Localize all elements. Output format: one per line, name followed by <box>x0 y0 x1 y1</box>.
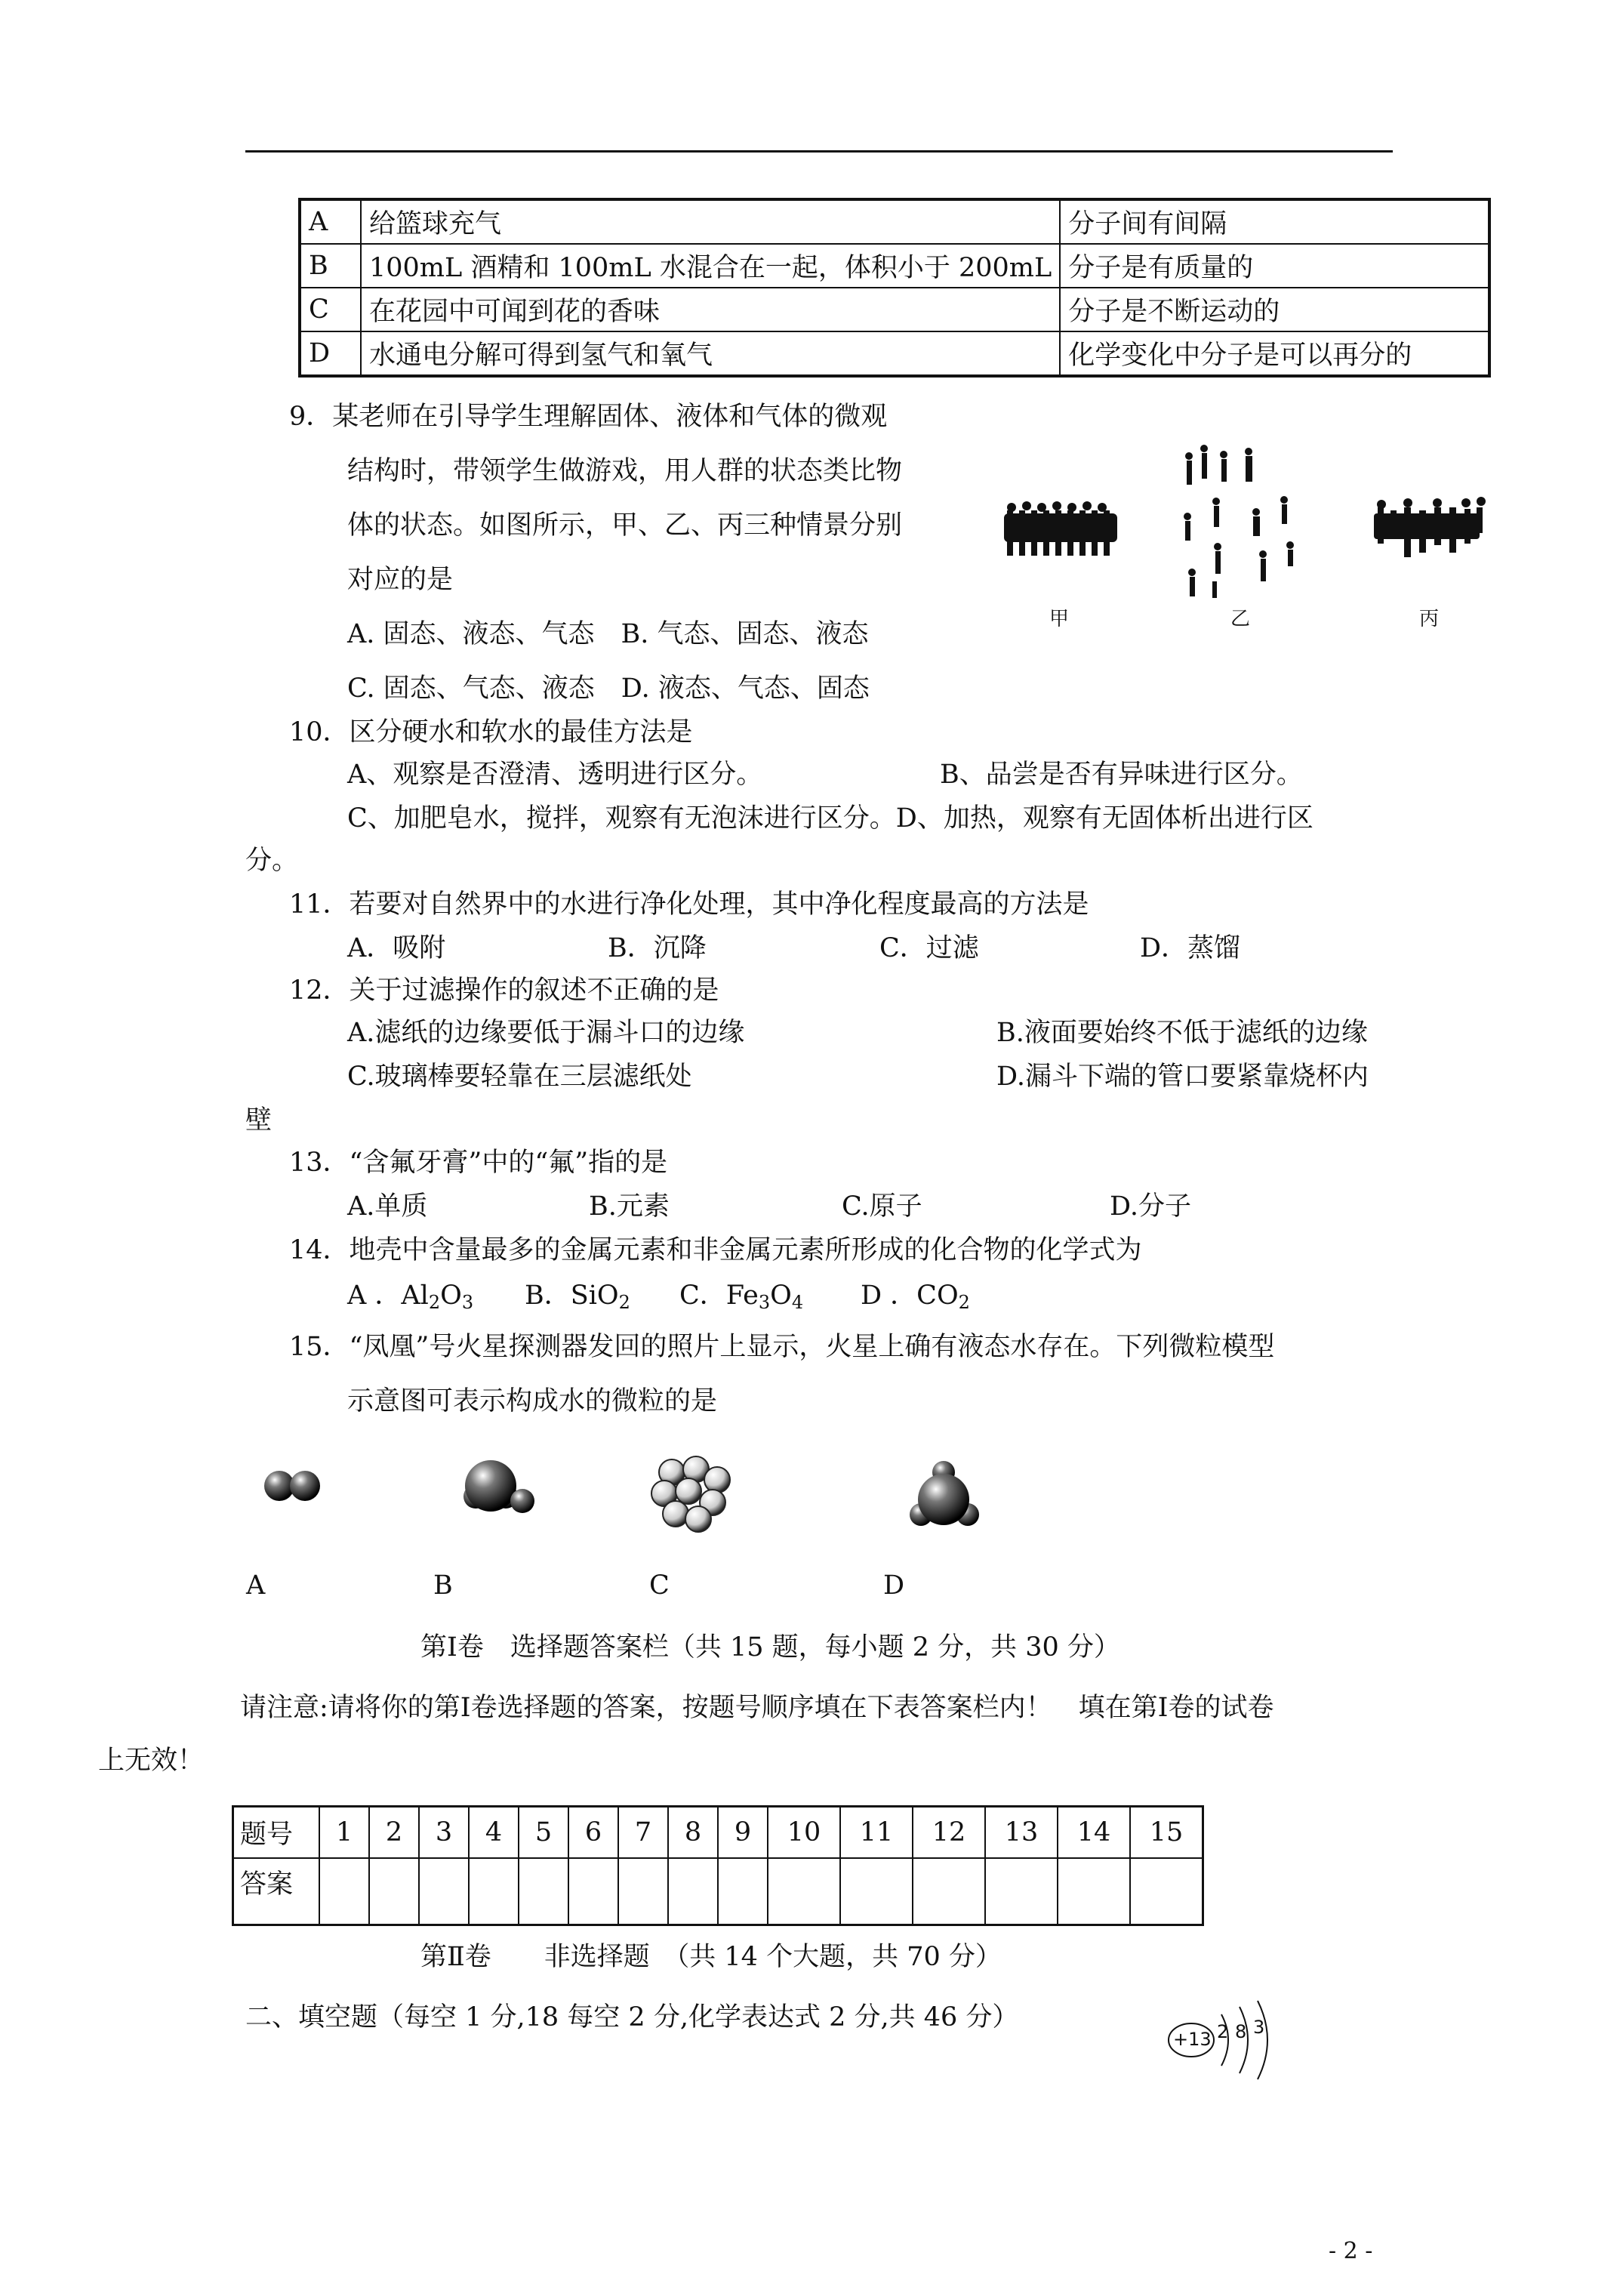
answer-cell[interactable] <box>419 1858 469 1925</box>
row-phenomenon: 100mL 酒精和 100mL 水混合在一起，体积小于 200mL <box>361 244 1060 288</box>
q12-option-a: A.滤纸的边缘要低于漏斗口的边缘 <box>347 1018 745 1048</box>
q14-option-d: D ．$CO_2$ <box>861 1281 970 1313</box>
question-number: 9 <box>718 1807 768 1859</box>
question-number: 3 <box>419 1807 469 1859</box>
q9-stem-2: 结构时，带领学生做游戏，用人群的状态类比物 <box>347 456 903 486</box>
question-number: 4 <box>469 1807 519 1859</box>
q13-option-d: D.分子 <box>1110 1191 1191 1222</box>
molecule-label-b: B <box>433 1570 453 1601</box>
q14-option-a: A ．$Al_2O_3$ <box>347 1281 474 1313</box>
q10-option-a: A、观察是否澄清、透明进行区分。 <box>347 760 763 790</box>
question-number: 8 <box>668 1807 718 1859</box>
q9-stem-4: 对应的是 <box>347 565 454 595</box>
answer-cell[interactable] <box>668 1858 718 1925</box>
row-label: D <box>300 331 361 376</box>
row-explanation: 化学变化中分子是可以再分的 <box>1060 331 1489 376</box>
answer-cell[interactable] <box>840 1858 913 1925</box>
answer-cell[interactable] <box>568 1858 618 1925</box>
q11-option-d: D．蒸馏 <box>1140 933 1241 963</box>
answer-cell[interactable] <box>985 1858 1058 1925</box>
question-number: 12 <box>913 1807 985 1859</box>
row-phenomenon: 水通电分解可得到氢气和氧气 <box>361 331 1060 376</box>
question-number: 13 <box>985 1807 1058 1859</box>
q10-option-b: B、品尝是否有异味进行区分。 <box>940 760 1303 790</box>
section2-title: 第Ⅱ卷 非选择题 （共 14 个大题，共 70 分） <box>420 1942 1002 1972</box>
row-label: B <box>300 244 361 288</box>
molecule-label-a: A <box>246 1570 266 1601</box>
question-number: 10 <box>768 1807 840 1859</box>
row-explanation: 分子间有间隔 <box>1060 199 1489 244</box>
answer-cell[interactable] <box>913 1858 985 1925</box>
answer-cell[interactable] <box>618 1858 668 1925</box>
q9-stem-1: 9．某老师在引导学生理解固体、液体和气体的微观 <box>289 402 888 432</box>
answer-cell[interactable] <box>469 1858 519 1925</box>
explanation-table <box>298 198 1491 378</box>
atom-shell: 8 <box>1235 2021 1247 2042</box>
q10-stem: 10．区分硬水和软水的最佳方法是 <box>289 717 693 747</box>
answer-cell[interactable] <box>1130 1858 1203 1925</box>
question-number: 11 <box>840 1807 913 1859</box>
question-number: 14 <box>1058 1807 1130 1859</box>
q11-option-c: C．过滤 <box>879 933 979 963</box>
q9-options-1: A. 固态、液态、气态 B. 气态、固态、液态 <box>347 619 869 649</box>
answer-cell[interactable] <box>718 1858 768 1925</box>
q13-option-b: B.元素 <box>589 1191 670 1222</box>
table-row <box>300 331 1489 376</box>
q12-option-c: C.玻璃棒要轻靠在三层滤纸处 <box>347 1062 692 1092</box>
answer-table-answer-row <box>233 1858 1203 1925</box>
q14-option-c: C．$Fe_3O_4$ <box>679 1281 804 1313</box>
molecule-models-figure <box>257 1450 996 1548</box>
section1-notice-2: 上无效！ <box>98 1746 205 1776</box>
answer-cell[interactable] <box>319 1858 369 1925</box>
row-phenomenon: 在花园中可闻到花的香味 <box>361 288 1060 331</box>
q14-option-b: B．SiO$_2$ <box>525 1281 630 1313</box>
section1-title: 第Ⅰ卷 选择题答案栏（共 15 题，每小题 2 分，共 30 分） <box>420 1632 1120 1663</box>
section2-part-heading: 二、填空题（每空 1 分,18 每空 2 分,化学表达式 2 分,共 46 分） <box>245 2002 1019 2032</box>
header-label: 题号 <box>233 1807 320 1859</box>
row-label: A <box>300 199 361 244</box>
q11-option-b: B．沉降 <box>608 933 707 963</box>
page-number: - 2 - <box>1329 2238 1373 2264</box>
q13-option-c: C.原子 <box>842 1191 922 1222</box>
row-explanation: 分子是有质量的 <box>1060 244 1489 288</box>
q10-option-d-tail: 分。 <box>245 846 299 876</box>
row-phenomenon: 给篮球充气 <box>361 199 1060 244</box>
answer-cell[interactable] <box>519 1858 568 1925</box>
q13-option-a: A.单质 <box>347 1191 428 1222</box>
table-row <box>300 199 1489 244</box>
q13-stem: 13．“含氟牙膏”中的“氟”指的是 <box>289 1148 668 1178</box>
q14-stem: 14．地壳中含量最多的金属元素和非金属元素所形成的化合物的化学式为 <box>289 1235 1142 1265</box>
question-number: 6 <box>568 1807 618 1859</box>
q15-stem-1: 15．“凤凰”号火星探测器发回的照片上显示，火星上确有液态水存在。下列微粒模型 <box>289 1332 1275 1362</box>
q9-options-2: C. 固态、气态、液态 D. 液态、气态、固态 <box>347 673 870 704</box>
q11-option-a: A．吸附 <box>347 933 446 963</box>
question-number: 2 <box>369 1807 419 1859</box>
row-label: C <box>300 288 361 331</box>
question-number: 15 <box>1130 1807 1203 1859</box>
atom-shell: 3 <box>1253 2017 1265 2038</box>
answer-label: 答案 <box>233 1858 320 1925</box>
q9-stem-3: 体的状态。如图所示，甲、乙、丙三种情景分别 <box>347 510 903 541</box>
q10-option-cd: C、加肥皂水，搅拌，观察有无泡沫进行区分。D、加热，观察有无固体析出进行区 <box>347 803 1313 834</box>
q9-crowd-figure <box>996 438 1495 642</box>
figure-label-bing: 丙 <box>1419 608 1440 630</box>
answer-cell[interactable] <box>768 1858 840 1925</box>
header-rule <box>245 150 1393 153</box>
q12-option-b: B.液面要始终不低于滤纸的边缘 <box>996 1018 1368 1048</box>
row-explanation: 分子是不断运动的 <box>1060 288 1489 331</box>
question-number: 7 <box>618 1807 668 1859</box>
question-number: 5 <box>519 1807 568 1859</box>
answer-table-header-row <box>233 1807 1203 1859</box>
figure-label-jia: 甲 <box>1049 608 1070 630</box>
atom-shell: 2 <box>1217 2021 1229 2042</box>
atom-nucleus: +13 <box>1173 2029 1212 2050</box>
molecule-label-d: D <box>883 1570 905 1601</box>
section1-notice-1: 请注意:请将你的第Ⅰ卷选择题的答案，按题号顺序填在下表答案栏内！ 填在第Ⅰ卷的试卷 <box>240 1693 1274 1723</box>
q12-stem: 12．关于过滤操作的叙述不正确的是 <box>289 975 719 1006</box>
q12-option-d: D.漏斗下端的管口要紧靠烧杯内 <box>996 1062 1369 1092</box>
q11-stem: 11．若要对自然界中的水进行净化处理，其中净化程度最高的方法是 <box>289 889 1089 920</box>
atom-structure-diagram <box>1163 1993 1283 2084</box>
molecule-label-c: C <box>649 1570 670 1601</box>
figure-label-yi: 乙 <box>1230 608 1251 630</box>
table-row <box>300 288 1489 331</box>
q15-stem-2: 示意图可表示构成水的微粒的是 <box>347 1386 718 1416</box>
q12-option-d-tail: 壁 <box>245 1105 273 1136</box>
answer-cell[interactable] <box>1058 1858 1130 1925</box>
answer-table <box>232 1805 1204 1926</box>
answer-cell[interactable] <box>369 1858 419 1925</box>
question-number: 1 <box>319 1807 369 1859</box>
table-row <box>300 244 1489 288</box>
